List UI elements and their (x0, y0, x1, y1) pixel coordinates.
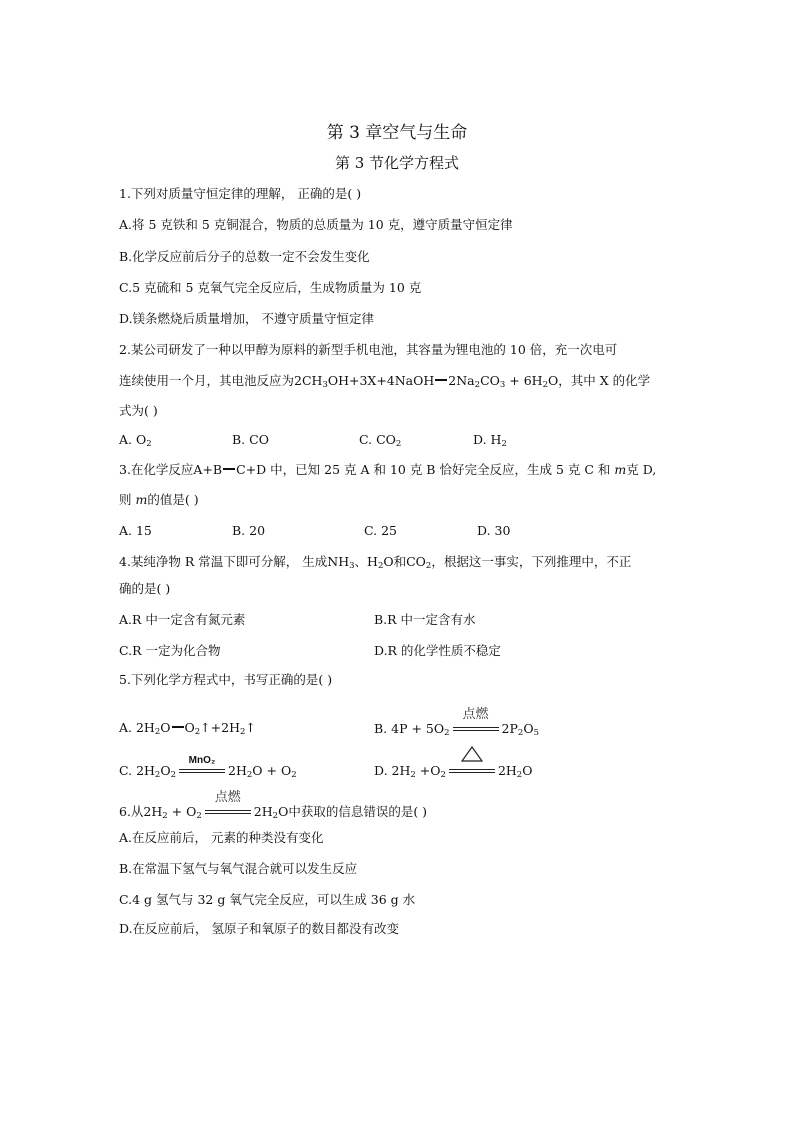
question-2-line-3: 式为( ) (119, 403, 158, 418)
question-6-option-a: A.在反应前后， 元素的种类没有变化 (119, 830, 324, 845)
question-5-option-b: B. $4P + 5O_2$ 点燃 $2P_2O_5$ (374, 707, 540, 738)
question-5-option-a: A. $2H_2O$ $O_2↑+2H_2↑$ (119, 720, 256, 737)
question-5-option-d: D. $2H_2 +O_2$ $2H_2O$ (374, 762, 532, 779)
question-2-line-1: 2.某公司研发了一种以甲醇为原料的新型手机电池，其容量为锂电池的 10 倍，充一次电可 (119, 342, 618, 357)
reaction-condition-catalyst: MnO₂ (177, 762, 227, 778)
reaction-arrow (435, 379, 447, 381)
question-1-stem: 1.下列对质量守恒定律的理解， 正确的是( ) (119, 186, 362, 201)
question-5-stem: 5.下列化学方程式中，书写正确的是( ) (119, 672, 333, 687)
question-2-option-a: A. $O_2$ (119, 432, 152, 449)
question-3-option-d: D. 30 (477, 523, 511, 538)
chapter-title: 第 3 章空气与生命 (326, 123, 468, 143)
question-2-option-b: B. CO (232, 432, 269, 447)
heat-triangle-icon (461, 746, 483, 762)
reaction-arrow (172, 726, 184, 728)
question-3-option-a: A. 15 (119, 523, 152, 538)
question-3-option-c: C. 25 (364, 523, 397, 538)
section-title: 第 3 节化学方程式 (334, 154, 460, 172)
question-2-line-2: 连续使用一个月，其电池反应为$2CH_3OH+3X+4NaOH$ $2Na_2CO_3 + 6H_2O$，其中 X 的化学 (119, 373, 651, 390)
question-3-line-2: 则 m的值是( ) (119, 492, 199, 507)
question-4-option-d: D.R 的化学性质不稳定 (374, 643, 501, 658)
question-1-option-a: A.将 5 克铁和 5 克铜混合，物质的总质量为 10 克，遵守质量守恒定律 (119, 217, 513, 232)
reaction-condition-ignite: 点燃 (203, 803, 253, 819)
question-4-option-a: A.R 中一定含有氮元素 (119, 612, 246, 627)
reaction-condition-ignite: 点燃 (451, 720, 501, 736)
question-4-option-c: C.R 一定为化合物 (119, 643, 221, 658)
question-3-option-b: B. 20 (232, 523, 266, 538)
question-1-option-b: B.化学反应前后分子的总数一定不会发生变化 (119, 249, 370, 264)
question-2-option-d: D. $H_2$ (473, 432, 507, 449)
question-4-line-2: 确的是( ) (119, 581, 171, 596)
question-1-option-c: C.5 克硫和 5 克氧气完全反应后，生成物质量为 10 克 (119, 280, 422, 295)
question-2-option-c: C. $CO_2$ (359, 432, 402, 449)
reaction-arrow (223, 468, 235, 470)
question-4-line-1: 4.某纯净物 R 常温下即可分解， 生成$NH_3$、$H_2O$和$CO_2$，根据这一事实，下列推理中，不正 (119, 554, 632, 571)
reaction-condition-heat (447, 762, 497, 778)
question-6-option-b: B.在常温下氢气与氧气混合就可以发生反应 (119, 861, 358, 876)
question-3-line-1: 3.在化学反应A+B C+D 中，已知 25 克 A 和 10 克 B 恰好完全反应，生成 5 克 C 和 m克 D, (119, 462, 657, 477)
question-5-option-c: C. $2H_2O_2$ MnO₂ $2H_2O + O_2$ (119, 755, 297, 780)
question-1-option-d: D.镁条燃烧后质量增加， 不遵守质量守恒定律 (119, 311, 375, 326)
question-4-option-b: B.R 中一定含有水 (374, 612, 476, 627)
question-6-option-c: C.4 g 氢气与 32 g 氧气完全反应，可以生成 36 g 水 (119, 892, 416, 907)
question-6-option-d: D.在反应前后， 氢原子和氧原子的数目都没有改变 (119, 921, 400, 936)
question-6-stem: 6.从$2H_2 + O_2$ 点燃 $2H_2O$中获取的信息错误的是( ) (119, 790, 428, 821)
